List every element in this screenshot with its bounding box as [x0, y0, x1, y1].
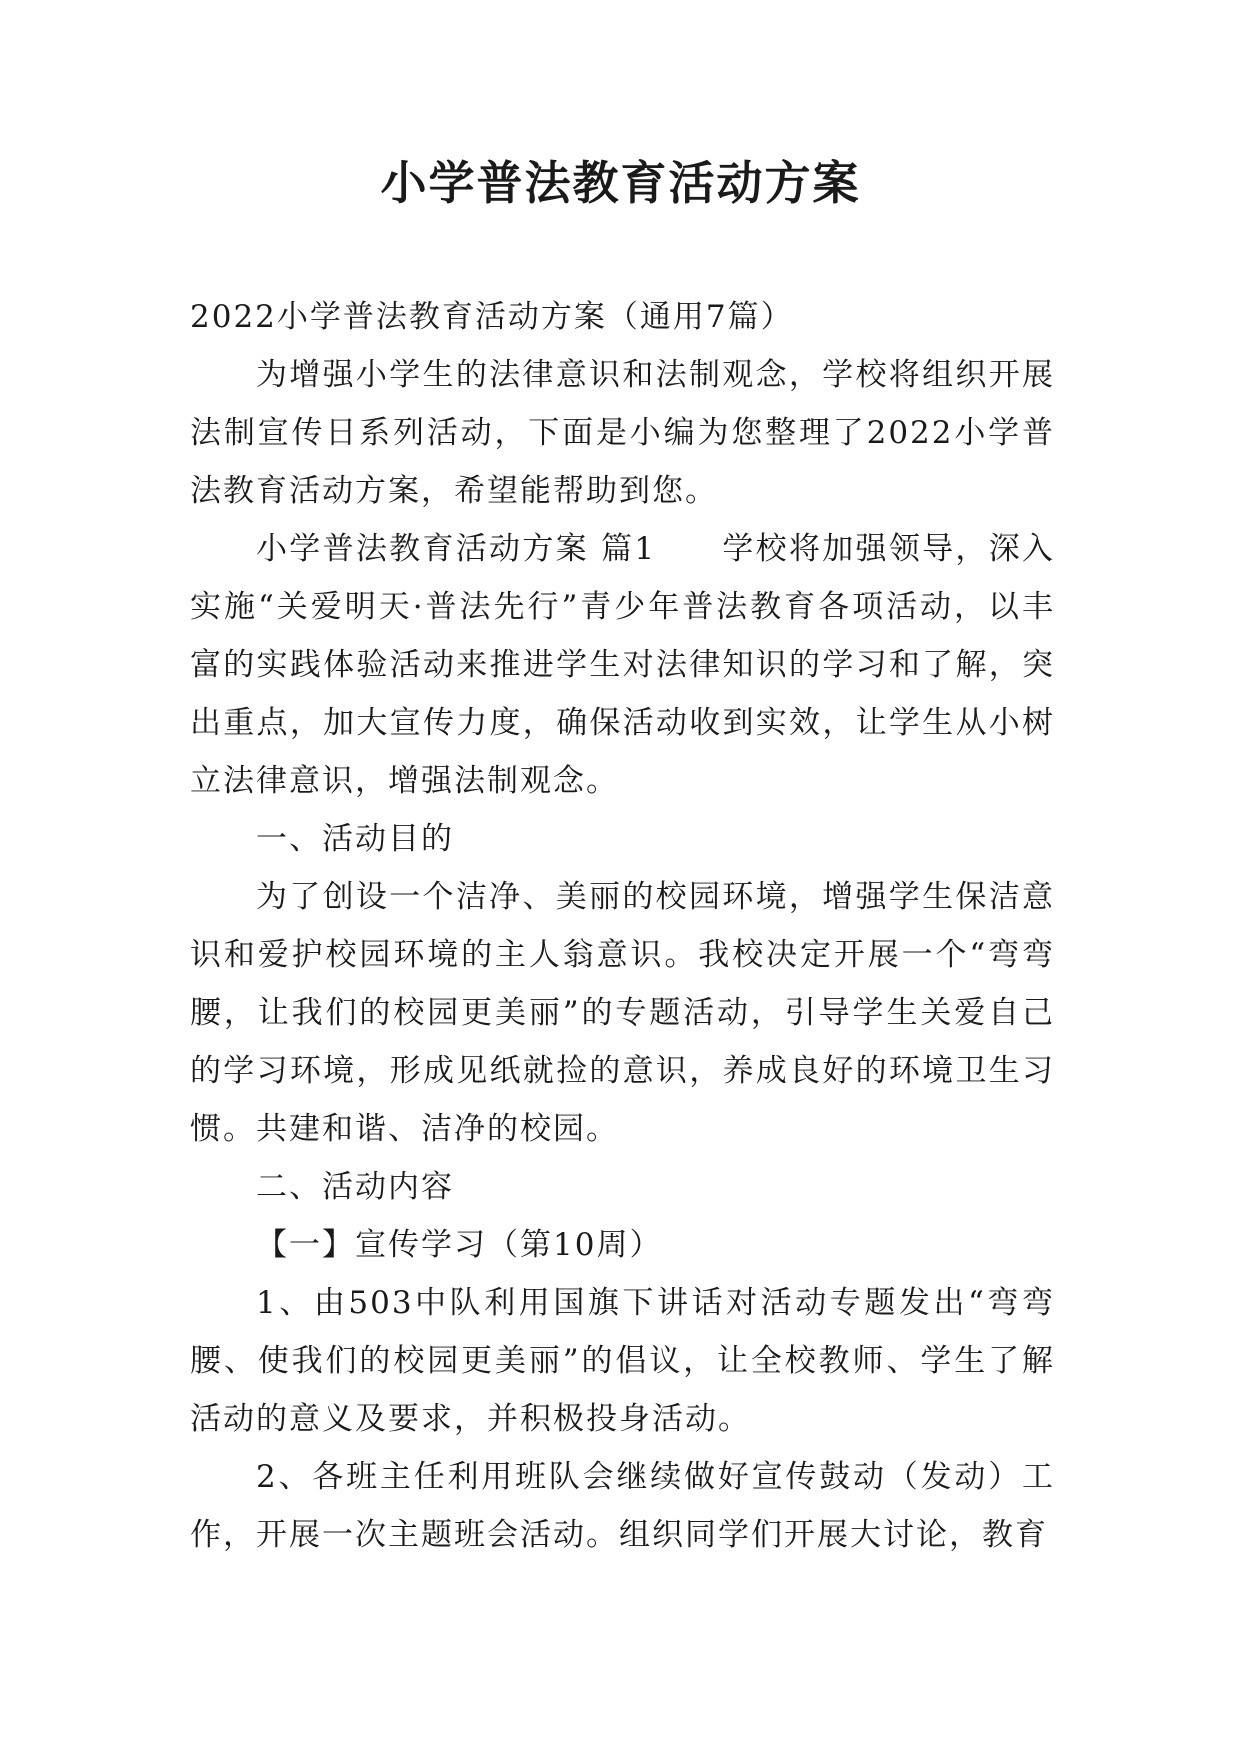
document-subtitle: 2022小学普法教育活动方案（通用7篇） — [190, 299, 794, 335]
heading-activity-content: 二、活动内容 — [256, 1169, 454, 1205]
section-body: 学校将加强领导，深入实施“关爱明天·普法先行”青少年普法教育各项活动，以丰富的实践体验活动来推进学生对法律知识的学习和了解，突出重点，加大宣传力度，确保活动收到实效，让学生从小树立法律意识，增强法制观念。 — [190, 531, 1056, 799]
subheading-publicity: 【一】宣传学习（第10周） — [256, 1227, 663, 1263]
section-paragraph — [190, 520, 1055, 810]
intro-paragraph: 为增强小学生的法律意识和法制观念，学校将组织开展法制宣传日系列活动，下面是小编为您整理了2022小学普法教育活动方案，希望能帮助到您。 — [190, 357, 1055, 509]
heading-activity-purpose: 一、活动目的 — [256, 821, 454, 857]
document-title: 小学普法教育活动方案 — [380, 156, 861, 210]
section-heading: 小学普法教育活动方案 篇1 — [256, 531, 657, 567]
content-item-1: 1、由503中队利用国旗下讲话对活动专题发出“弯弯腰、使我们的校园更美丽”的倡议，让全校教师、学生了解活动的意义及要求，并积极投身活动。 — [190, 1285, 1055, 1437]
document-body — [190, 288, 1055, 1564]
content-item-2: 2、各班主任利用班队会继续做好宣传鼓动（发动）工作，开展一次主题班会活动。组织同学们开展大讨论，教育 — [190, 1459, 1055, 1553]
purpose-paragraph: 为了创设一个洁净、美丽的校园环境，增强学生保洁意识和爱护校园环境的主人翁意识。我校决定开展一个“弯弯腰，让我们的校园更美丽”的专题活动，引导学生关爱自己的学习环境，形成见纸就捡的意识，养成良好的环境卫生习惯。共建和谐、洁净的校园。 — [190, 879, 1055, 1147]
